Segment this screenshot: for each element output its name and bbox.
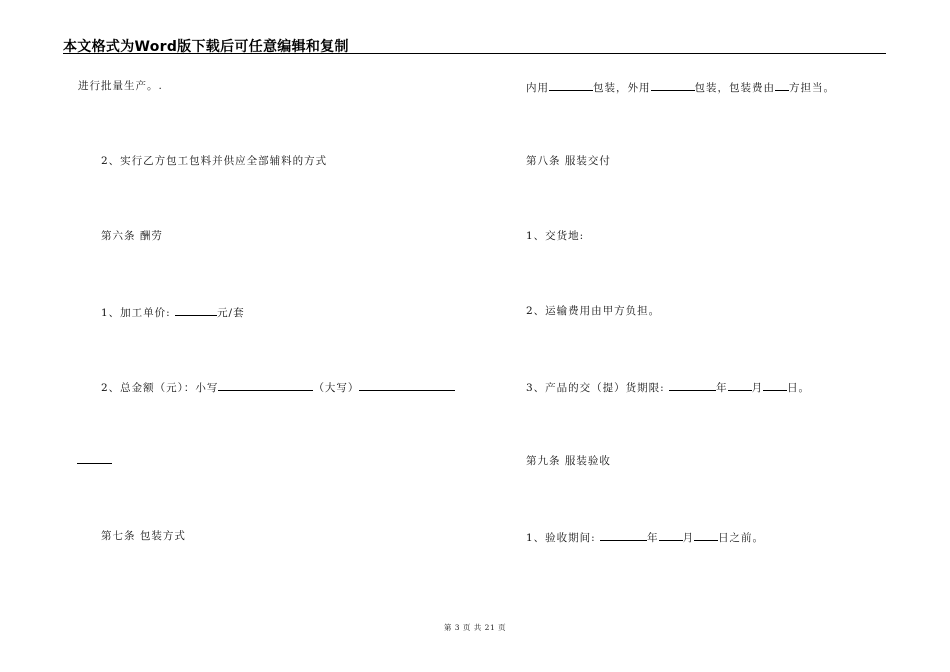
unit-price-unit: 元/套 — [217, 307, 245, 319]
total-amount-upper-blank[interactable] — [359, 379, 455, 391]
section-8-heading: 第八条 服装交付 — [526, 155, 611, 167]
shipping-cost-line: 2、运输费用由甲方负担。 — [526, 305, 661, 317]
delivery-day-label: 日。 — [787, 382, 811, 394]
delivery-day-blank[interactable] — [763, 379, 787, 391]
delivery-deadline-line — [526, 379, 810, 395]
delivery-deadline-label: 3、产品的交（提）货期限: — [526, 382, 670, 394]
inner-packaging-blank[interactable] — [549, 79, 593, 91]
delivery-month-label: 月 — [751, 382, 764, 394]
delivery-place-line: 1、交货地: — [526, 230, 585, 242]
header-divider — [63, 53, 886, 54]
unit-price-blank[interactable] — [175, 304, 217, 316]
section-7-heading: 第七条 包装方式 — [101, 530, 186, 542]
total-amount-upper-label: （大写） — [313, 382, 360, 394]
outer-packaging-blank[interactable] — [651, 79, 695, 91]
packaging-outer-label: 包装，外用 — [593, 82, 651, 94]
document-header-title: 本文格式为Word版下载后可任意编辑和复制 — [63, 39, 349, 55]
unit-price-label: 1、加工单价: — [101, 307, 176, 319]
total-amount-continued-blank[interactable] — [77, 463, 112, 464]
left-line-2: 2、实行乙方包工包料并供应全部辅料的方式 — [101, 155, 328, 167]
packaging-fee-suffix: 方担当。 — [789, 82, 835, 94]
packaging-fee-label: 包装，包装费由 — [694, 82, 775, 94]
page-number-footer: 第 3 页 共 21 页 — [443, 623, 507, 632]
left-line-1: 进行批量生产。. — [78, 80, 163, 92]
inspection-year-label: 年 — [647, 532, 659, 544]
delivery-year-label: 年 — [716, 382, 728, 394]
inspection-period-line — [526, 529, 764, 545]
total-amount-line — [101, 379, 455, 395]
packaging-inner-label: 内用 — [526, 82, 549, 94]
total-amount-label: 2、总金额（元）：小写 — [101, 382, 219, 394]
inspection-month-label: 月 — [682, 532, 695, 544]
inspection-period-label: 1、验收期间: — [526, 532, 601, 544]
inspection-month-blank[interactable] — [659, 529, 683, 541]
inspection-day-blank[interactable] — [694, 529, 718, 541]
section-6-heading: 第六条 酬劳 — [101, 230, 163, 242]
inspection-year-blank[interactable] — [600, 529, 647, 541]
unit-price-line — [101, 304, 245, 320]
delivery-month-blank[interactable] — [728, 379, 752, 391]
packaging-line — [526, 79, 835, 95]
section-9-heading: 第九条 服装验收 — [526, 455, 611, 467]
total-amount-lower-blank[interactable] — [218, 379, 313, 391]
packaging-fee-party-blank[interactable] — [775, 79, 789, 91]
inspection-day-label: 日之前。 — [718, 532, 765, 544]
delivery-year-blank[interactable] — [669, 379, 716, 391]
